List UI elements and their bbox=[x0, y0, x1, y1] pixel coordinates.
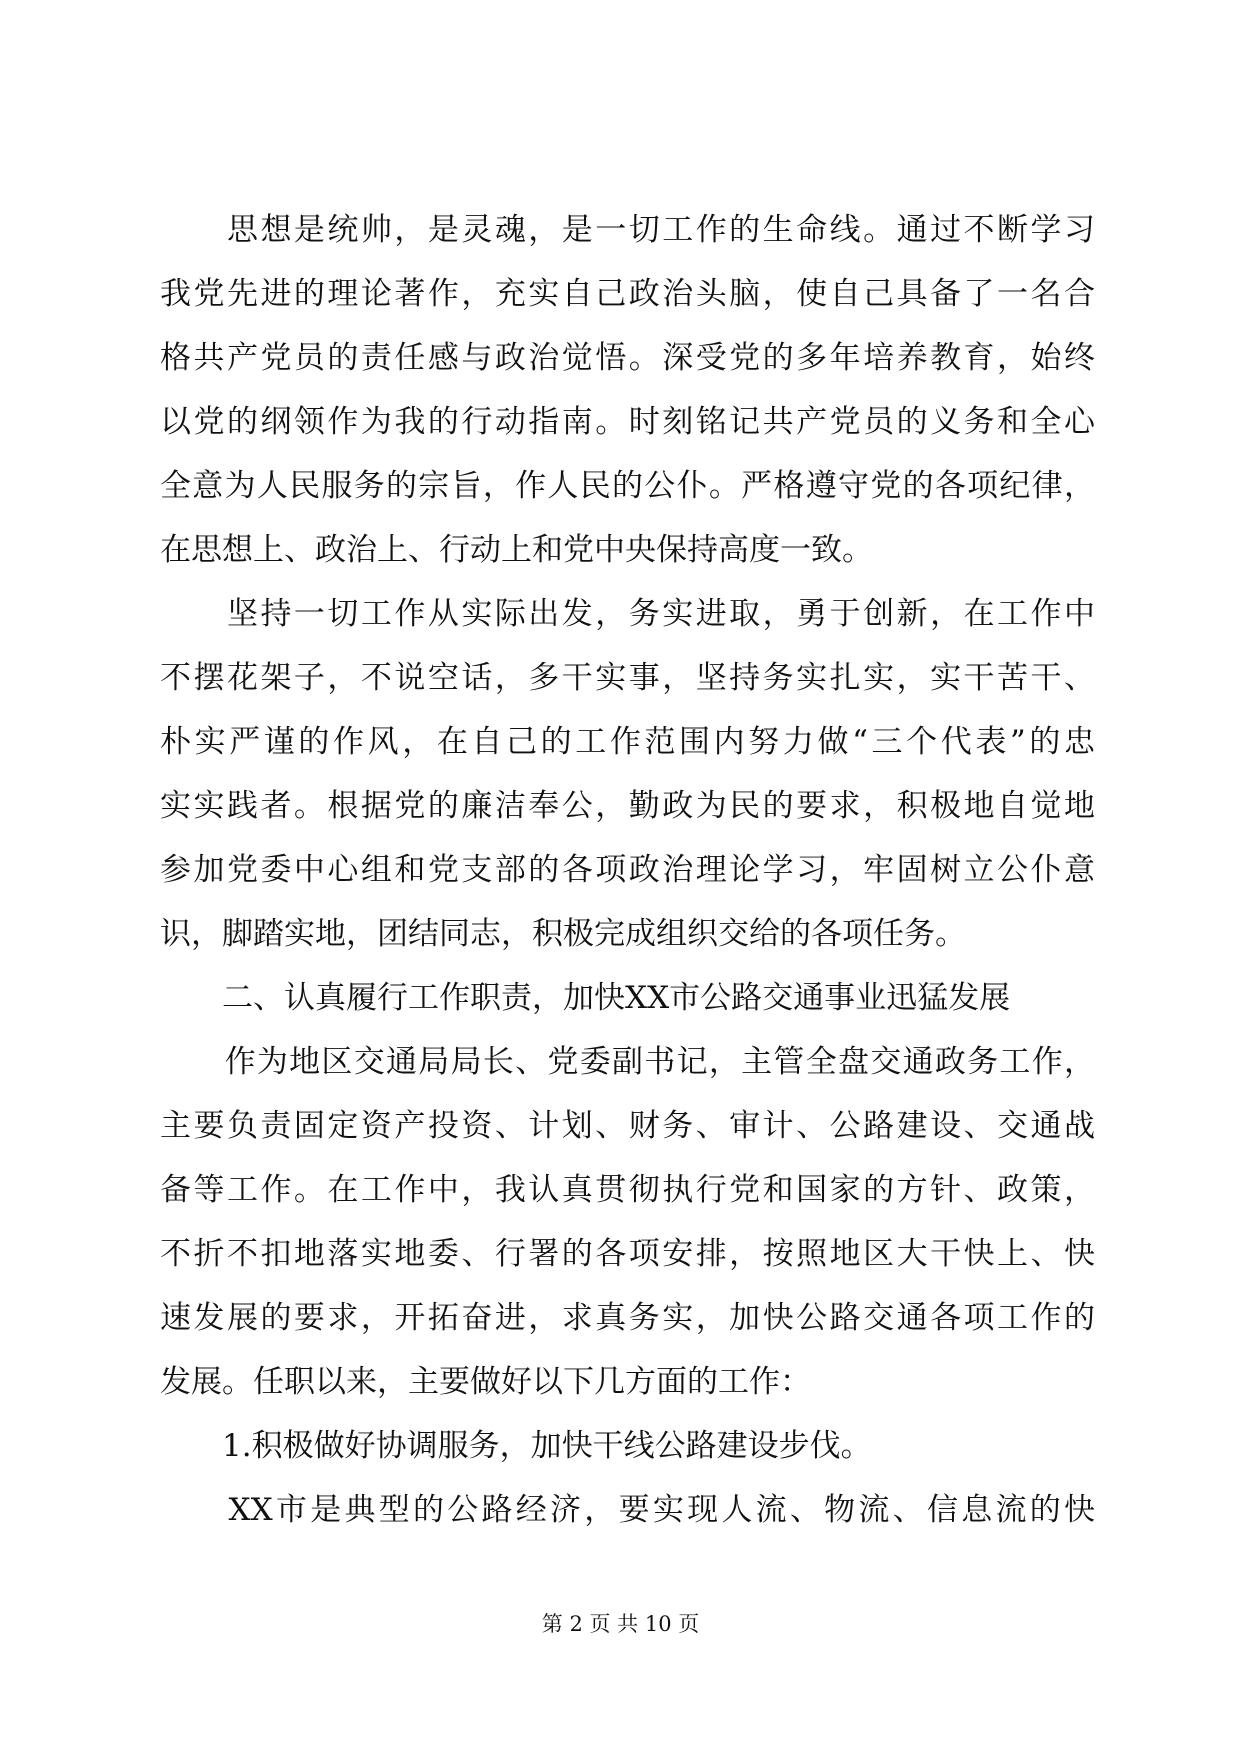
text-line: 不折不扣地落实地委、行署的各项安排，按照地区大干快上、快 bbox=[160, 1236, 1095, 1272]
subsection-heading: 1.积极做好协调服务，加快干线公路建设步伐。 bbox=[160, 1428, 872, 1464]
text-line: 不摆花架子，不说空话，多干实事，坚持务实扎实，实干苦干、 bbox=[160, 660, 1095, 696]
text-line: 发展。任职以来，主要做好以下几方面的工作： bbox=[160, 1364, 811, 1400]
text-line: 朴实严谨的作风，在自己的工作范围内努力做“三个代表”的忠 bbox=[160, 724, 1095, 760]
body-text bbox=[160, 198, 1095, 1542]
text-line: 作为地区交通局局长、党委副书记，主管全盘交通政务工作， bbox=[160, 1044, 1095, 1080]
text-line: 实实践者。根据党的廉洁奉公，勤政为民的要求，积极地自觉地 bbox=[160, 788, 1095, 824]
text-line: 坚持一切工作从实际出发，务实进取，勇于创新，在工作中 bbox=[160, 596, 1095, 632]
section-heading: 二、认真履行工作职责，加快XX市公路交通事业迅猛发展 bbox=[160, 980, 1011, 1016]
text-line: 在思想上、政治上、行动上和党中央保持高度一致。 bbox=[160, 532, 873, 568]
text-line: 参加党委中心组和党支部的各项政治理论学习，牢固树立公仆意 bbox=[160, 852, 1095, 888]
text-line: 思想是统帅，是灵魂，是一切工作的生命线。通过不断学习 bbox=[160, 212, 1095, 248]
text-line: 以党的纲领作为我的行动指南。时刻铭记共产党员的义务和全心 bbox=[160, 404, 1095, 440]
text-line: 主要负责固定资产投资、计划、财务、审计、公路建设、交通战 bbox=[160, 1108, 1095, 1144]
text-line: 我党先进的理论著作，充实自己政治头脑，使自己具备了一名合 bbox=[160, 276, 1095, 312]
text-line: 速发展的要求，开拓奋进，求真务实，加快公路交通各项工作的 bbox=[160, 1300, 1095, 1336]
text-line: 全意为人民服务的宗旨，作人民的公仆。严格遵守党的各项纪律， bbox=[160, 468, 1095, 504]
text-line: XX市是典型的公路经济，要实现人流、物流、信息流的快 bbox=[160, 1492, 1095, 1528]
page-number-footer: 第 2 页 共 10 页 bbox=[541, 1612, 700, 1636]
text-line: 格共产党员的责任感与政治觉悟。深受党的多年培养教育，始终 bbox=[160, 340, 1095, 376]
text-line: 识，脚踏实地，团结同志，积极完成组织交给的各项任务。 bbox=[160, 916, 966, 952]
text-line: 备等工作。在工作中，我认真贯彻执行党和国家的方针、政策， bbox=[160, 1172, 1095, 1208]
